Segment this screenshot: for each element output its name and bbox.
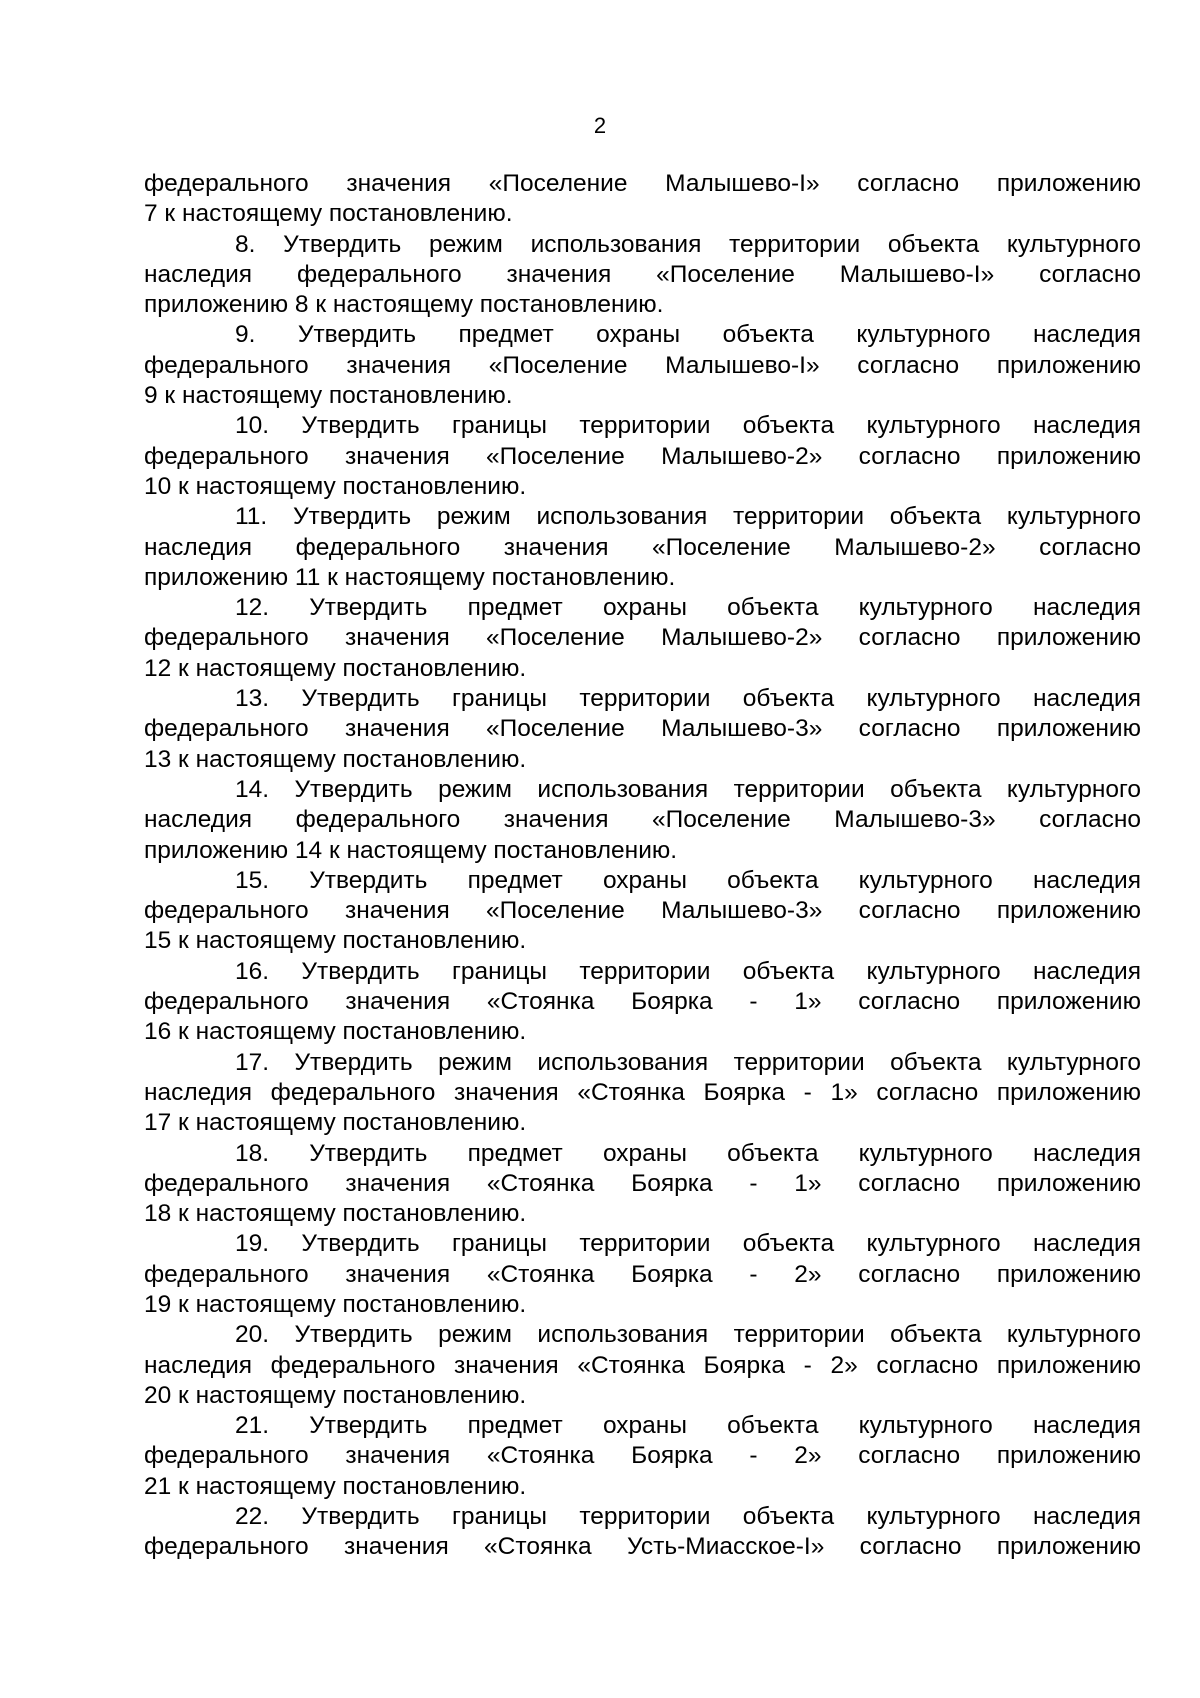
document-line: [144, 1229, 1141, 1259]
document-line: [144, 260, 1141, 290]
document-line: [144, 775, 1141, 805]
paragraph-first-line: 20. Утвердить режим использования территории объекта культурного: [235, 1321, 1141, 1349]
paragraph-line: федерального значения «Поселение Малышево-2» согласно приложению: [144, 624, 1141, 652]
document-line: [144, 442, 1141, 472]
document-line: [144, 1411, 1141, 1441]
document-line: [144, 1139, 1141, 1169]
paragraph-line: федерального значения «Поселение Малышево-2» согласно приложению: [144, 442, 1141, 470]
document-line: [144, 1441, 1141, 1471]
document-line: [144, 866, 1141, 896]
paragraph-line: приложению 14 к настоящему постановлению.: [144, 836, 678, 864]
paragraph-first-line: 22. Утвердить границы территории объекта культурного наследия: [235, 1503, 1141, 1531]
document-line: [144, 896, 1141, 926]
document-line: [144, 1532, 1141, 1562]
paragraph-line: федерального значения «Стоянка Боярка - 1» согласно приложению: [144, 988, 1141, 1016]
paragraph-line: федерального значения «Поселение Малышево-3» согласно приложению: [144, 715, 1141, 743]
document-line: [144, 1381, 1141, 1411]
paragraph-line: 13 к настоящему постановлению.: [144, 745, 527, 773]
paragraph-line: 17 к настоящему постановлению.: [144, 1109, 527, 1137]
document-line: [144, 1108, 1141, 1138]
document-line: [144, 472, 1141, 502]
document-body: [144, 169, 1141, 1563]
paragraph-line: федерального значения «Стоянка Боярка - 2» согласно приложению: [144, 1442, 1141, 1470]
document-line: [144, 199, 1141, 229]
paragraph-first-line: 9. Утвердить предмет охраны объекта культурного наследия: [235, 321, 1141, 349]
paragraph-line: приложению 11 к настоящему постановлению.: [144, 563, 676, 591]
document-line: [144, 593, 1141, 623]
document-line: [144, 714, 1141, 744]
paragraph-first-line: 16. Утвердить границы территории объекта культурного наследия: [235, 957, 1141, 985]
document-line: [144, 684, 1141, 714]
document-line: [144, 987, 1141, 1017]
paragraph-line: федерального значения «Стоянка Усть-Миасское-I» согласно приложению: [144, 1533, 1141, 1561]
paragraph-first-line: 8. Утвердить режим использования территории объекта культурного: [235, 230, 1141, 258]
document-line: [144, 1472, 1141, 1502]
document-line: [144, 1048, 1141, 1078]
document-line: [144, 502, 1141, 532]
paragraph-line: федерального значения «Поселение Малышево-I» согласно приложению: [144, 351, 1141, 379]
paragraph-line: приложению 8 к настоящему постановлению.: [144, 291, 664, 319]
document-line: [144, 957, 1141, 987]
paragraph-line: 12 к настоящему постановлению.: [144, 654, 527, 682]
paragraph-first-line: 11. Утвердить режим использования территории объекта культурного: [235, 503, 1141, 531]
paragraph-line: 16 к настоящему постановлению.: [144, 1018, 527, 1046]
document-line: [144, 563, 1141, 593]
document-line: [144, 1351, 1141, 1381]
paragraph-first-line: 17. Утвердить режим использования территории объекта культурного: [235, 1048, 1141, 1076]
paragraph-line: федерального значения «Стоянка Боярка - 2» согласно приложению: [144, 1260, 1141, 1288]
document-line: [144, 623, 1141, 653]
document-line: [144, 745, 1141, 775]
document-line: [144, 926, 1141, 956]
paragraph-line: 21 к настоящему постановлению.: [144, 1472, 527, 1500]
document-line: [144, 1290, 1141, 1320]
paragraph-first-line: 12. Утвердить предмет охраны объекта культурного наследия: [235, 594, 1141, 622]
paragraph-first-line: 21. Утвердить предмет охраны объекта культурного наследия: [235, 1412, 1141, 1440]
document-line: [144, 1169, 1141, 1199]
paragraph-first-line: 13. Утвердить границы территории объекта культурного наследия: [235, 685, 1141, 713]
document-line: [144, 1199, 1141, 1229]
paragraph-line: наследия федерального значения «Стоянка Боярка - 1» согласно приложению: [144, 1078, 1141, 1106]
paragraph-line: наследия федерального значения «Поселение Малышево-2» согласно: [144, 533, 1141, 561]
paragraph-line: наследия федерального значения «Стоянка Боярка - 2» согласно приложению: [144, 1351, 1141, 1379]
paragraph-line: 19 к настоящему постановлению.: [144, 1290, 527, 1318]
paragraph-line: федерального значения «Стоянка Боярка - 1» согласно приложению: [144, 1169, 1141, 1197]
document-line: [144, 230, 1141, 260]
document-line: [144, 1260, 1141, 1290]
document-line: [144, 411, 1141, 441]
paragraph-first-line: 18. Утвердить предмет охраны объекта культурного наследия: [235, 1139, 1141, 1167]
paragraph-line: наследия федерального значения «Поселение Малышево-I» согласно: [144, 260, 1141, 288]
document-line: [144, 381, 1141, 411]
paragraph-line: 9 к настоящему постановлению.: [144, 382, 513, 410]
paragraph-line: федерального значения «Поселение Малышево-I» согласно приложению: [144, 170, 1141, 197]
paragraph-line: федерального значения «Поселение Малышево-3» согласно приложению: [144, 897, 1141, 925]
document-line: [144, 1320, 1141, 1350]
document-line: [144, 533, 1141, 563]
document-line: [144, 1017, 1141, 1047]
paragraph-first-line: 19. Утвердить границы территории объекта культурного наследия: [235, 1230, 1141, 1258]
paragraph-line: 15 к настоящему постановлению.: [144, 927, 527, 955]
document-line: [144, 1078, 1141, 1108]
document-line: [144, 169, 1141, 199]
paragraph-first-line: 15. Утвердить предмет охраны объекта культурного наследия: [235, 866, 1141, 894]
paragraph-first-line: 10. Утвердить границы территории объекта культурного наследия: [235, 412, 1141, 440]
document-line: [144, 290, 1141, 320]
paragraph-first-line: 14. Утвердить режим использования территории объекта культурного: [235, 775, 1141, 803]
paragraph-line: 10 к настоящему постановлению.: [144, 472, 527, 500]
paragraph-line: наследия федерального значения «Поселение Малышево-3» согласно: [144, 806, 1141, 834]
document-line: [144, 1502, 1141, 1532]
document-line: [144, 654, 1141, 684]
paragraph-line: 20 к настоящему постановлению.: [144, 1381, 527, 1409]
document-line: [144, 836, 1141, 866]
page-number: 2: [593, 113, 607, 138]
paragraph-line: 7 к настоящему постановлению.: [144, 200, 513, 228]
document-line: [144, 805, 1141, 835]
document-line: [144, 351, 1141, 381]
paragraph-line: 18 к настоящему постановлению.: [144, 1200, 527, 1228]
document-line: [144, 320, 1141, 350]
